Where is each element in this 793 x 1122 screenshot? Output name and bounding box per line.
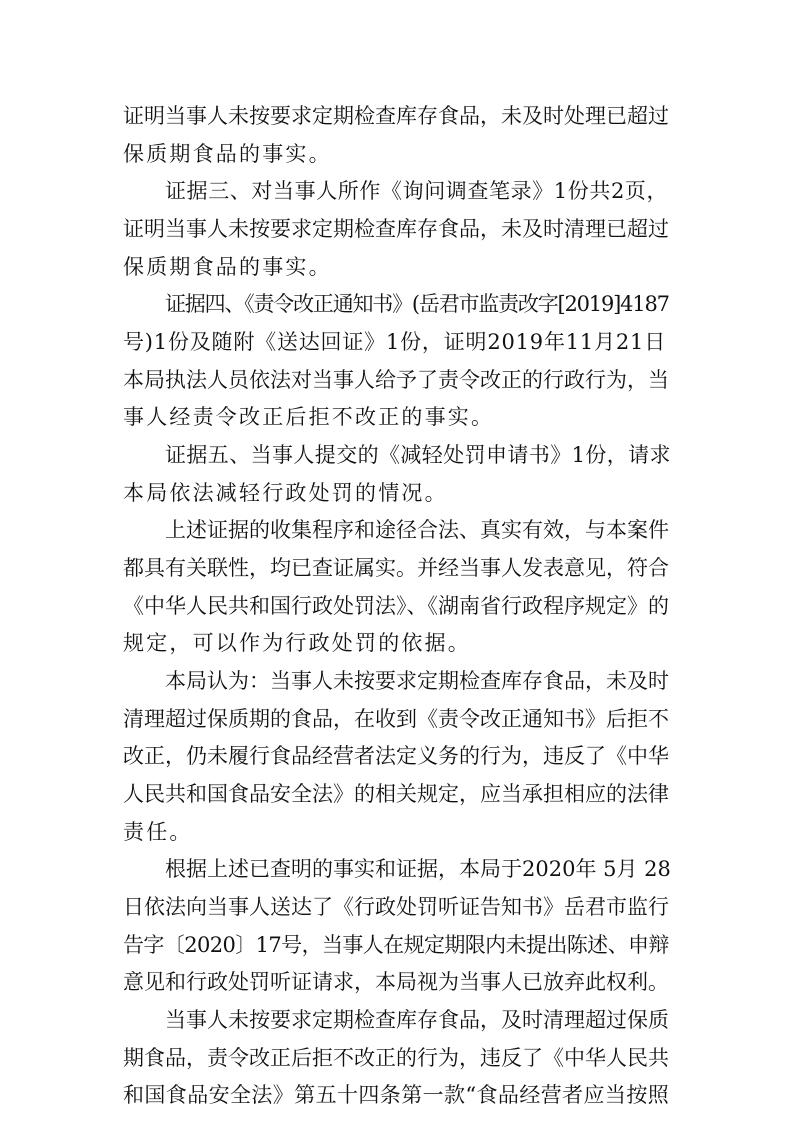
text-line: 意见和行政处罚听证请求，本局视为当事人已放弃此权利。 [123, 970, 669, 994]
text-line: 当事人未按要求定期检查库存食品，及时清理超过保质 [165, 1008, 669, 1032]
text-line: 规定，可以作为行政处罚的依据。 [123, 631, 471, 655]
text-line: 责任。 [123, 820, 193, 844]
text-line: 事人经责令改正后拒不改正的事实。 [123, 405, 495, 429]
text-line: 证据三、对当事人所作《询问调查笔录》1份共2页， [165, 179, 669, 203]
text-line: 证明当事人未按要求定期检查库存食品，未及时清理已超过 [123, 217, 669, 241]
text-line: 保质期食品的事实。 [123, 142, 332, 166]
text-line: 本局依法减轻行政处罚的情况。 [123, 481, 448, 505]
text-line: 证据四、《责令改正通知书》(岳君市监责改字[2019]4187 [165, 292, 669, 316]
text-line: 本局执法人员依法对当事人给予了责令改正的行政行为，当 [123, 368, 669, 392]
text-line: 证明当事人未按要求定期检查库存食品，未及时处理已超过 [123, 104, 669, 128]
text-line: 日依法向当事人送达了《行政处罚听证告知书》岳君市监行 [123, 895, 669, 919]
text-line: 都具有关联性，均已查证属实。并经当事人发表意见，符合 [123, 556, 669, 580]
text-line: 上述证据的收集程序和途径合法、真实有效，与本案件 [165, 518, 669, 542]
text-line: 清理超过保质期的食品，在收到《责令改正通知书》后拒不 [123, 707, 669, 731]
text-line: 保质期食品的事实。 [123, 255, 332, 279]
text-line: 改正，仍未履行食品经营者法定义务的行为，违反了《中华 [123, 744, 669, 768]
text-line: 《中华人民共和国行政处罚法》、《湖南省行政程序规定》的 [123, 594, 669, 618]
text-line: 根据上述已查明的事实和证据，本局于2020年 5月 28 [165, 857, 671, 881]
text-line: 告字〔2020〕17号，当事人在规定期限内未提出陈述、申辩 [123, 933, 669, 957]
text-line: 号)1份及随附《送达回证》1份，证明2019年11月21日 [123, 330, 666, 354]
text-line: 人民共和国食品安全法》的相关规定，应当承担相应的法律 [123, 782, 669, 806]
text-line: 证据五、当事人提交的《减轻处罚申请书》1份，请求 [165, 443, 671, 467]
text-line: 本局认为：当事人未按要求定期检查库存食品，未及时 [165, 669, 669, 693]
text-line: 和国食品安全法》第五十四条第一款“食品经营者应当按照 [123, 1083, 670, 1107]
text-line: 期食品，责令改正后拒不改正的行为，违反了《中华人民共 [123, 1046, 669, 1070]
